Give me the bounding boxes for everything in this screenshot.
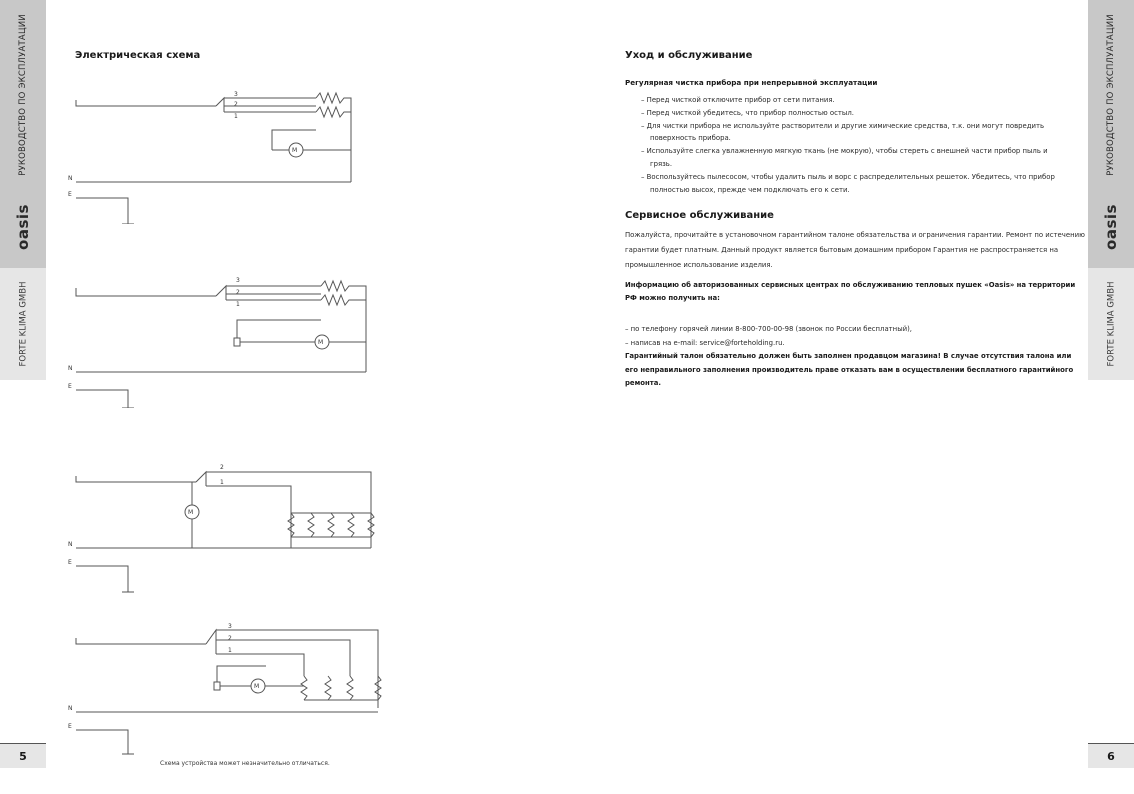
contact-phone: – по телефону горячей линии 8-800-700-00-98 (звонок по России бесплатный), — [625, 325, 912, 333]
warranty-note: Гарантийный талон обязательно должен быть заполнен продавцом магазина! В случае отсутствия талона или его неправильного заполнения производитель праве отказать вам в осуществлении бесплатного гарантийного ремонта. — [625, 352, 1074, 387]
care-subtitle: Регулярная чистка прибора при непрерывной эксплуатации — [625, 78, 878, 87]
switch-pos-3: 3 — [236, 277, 240, 284]
diagram-footnote: Схема устройства может незначительно отличаться. — [160, 760, 330, 767]
switch-pos-1: 1 — [236, 301, 240, 308]
switch-pos-2: 2 — [236, 289, 240, 296]
service-info: Информацию об авторизованных сервисных центрах по обслуживанию тепловых пушек «Oasis» на территории РФ можно получить на: — [625, 281, 1076, 302]
page-number-left: 5 — [0, 743, 46, 768]
care-title: Уход и обслуживание — [625, 50, 753, 61]
wiring-diagram-3 — [66, 458, 396, 598]
motor-label: M — [292, 147, 298, 154]
list-item: – Используйте слегка увлажненную мягкую ткань (не мокрую), чтобы стереть с внешней части прибор пыль и грязь. — [641, 147, 1048, 168]
earth-label: E — [68, 559, 72, 566]
earth-label: E — [68, 723, 72, 730]
care-list — [641, 94, 1061, 196]
service-text: Пожалуйста, прочитайте в установочном гарантийном талоне обязательства и ограничения гарантии. Ремонт по истечению гарантии будет платным. Данный продукт является бытовым домашним прибором Гарантия не распространяется на промышленное использование изделия. — [625, 231, 1085, 269]
company-label: FORTE KLIMA GMBH — [18, 281, 29, 367]
earth-label: E — [68, 191, 72, 198]
switch-pos-3: 3 — [228, 623, 232, 630]
list-item: – Перед чисткой убедитесь, что прибор полностью остыл. — [641, 108, 854, 117]
left-sidebar — [0, 0, 46, 794]
contact-email: – написав на e-mail: service@forteholding.ru. — [625, 339, 785, 347]
earth-label: E — [68, 383, 72, 390]
neutral-label: N — [68, 365, 73, 372]
switch-pos-3: 3 — [234, 91, 238, 98]
wiring-diagram-2 — [66, 268, 396, 408]
neutral-label: N — [68, 541, 73, 548]
switch-pos-1: 1 — [220, 479, 224, 486]
right-sidebar — [1088, 0, 1134, 794]
left-page — [46, 0, 567, 794]
page-number-right: 6 — [1088, 743, 1134, 768]
switch-pos-2: 2 — [220, 464, 224, 471]
brand-logo: oasis — [14, 204, 32, 250]
switch-pos-2: 2 — [228, 635, 232, 642]
page-title: Электрическая схема — [75, 50, 201, 61]
contact-list — [625, 322, 1085, 350]
right-page — [567, 0, 1088, 794]
guide-label: РУКОВОДСТВО ПО ЭКСПЛУАТАЦИИ — [18, 14, 29, 176]
switch-pos-2: 2 — [234, 101, 238, 108]
service-title: Сервисное обслуживание — [625, 210, 774, 221]
switch-pos-1: 1 — [234, 113, 238, 120]
wiring-diagram-4 — [66, 620, 396, 760]
list-item: – Для чистки прибора не используйте растворители и другие химические средства, т.к. они могут повредить поверхность прибора. — [641, 121, 1045, 143]
motor-label: M — [254, 683, 260, 690]
motor-label: M — [188, 509, 194, 516]
wiring-diagram-1 — [66, 84, 396, 224]
guide-label: РУКОВОДСТВО ПО ЭКСПЛУАТАЦИИ — [1106, 14, 1117, 176]
switch-pos-1: 1 — [228, 647, 232, 654]
motor-label: M — [318, 339, 324, 346]
neutral-label: N — [68, 705, 73, 712]
neutral-label: N — [68, 175, 73, 182]
company-label: FORTE KLIMA GMBH — [1106, 281, 1117, 367]
list-item: – Перед чисткой отключите прибор от сети питания. — [641, 96, 835, 104]
brand-logo: oasis — [1102, 204, 1120, 250]
list-item: – Воспользуйтесь пылесосом, чтобы удалить пыль и ворс с распределительных решеток. Убедитесь, что прибор полностью высох, прежде чем подключать его к сети. — [641, 172, 1055, 194]
